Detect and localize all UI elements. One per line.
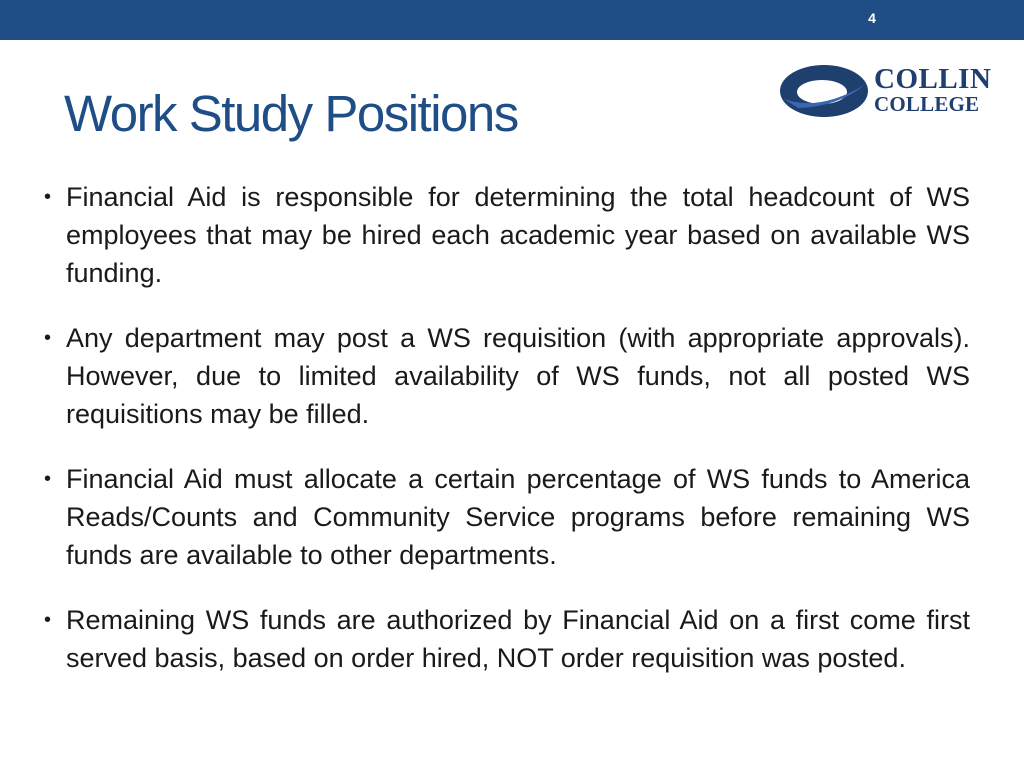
- collin-college-swoosh-icon: [778, 62, 870, 120]
- bullet-text: Financial Aid must allocate a certain percentage of WS funds to America Reads/Counts and Community Service programs before remaining WS funds are available to other departments.: [66, 464, 970, 570]
- bullet-text: Any department may post a WS requisition (with appropriate approvals). However, due to limited availability of WS funds, not all posted WS requisitions may be filled.: [66, 323, 970, 429]
- college-logo: [778, 62, 1000, 120]
- bullet-icon: •: [44, 186, 52, 208]
- list-item: [44, 460, 970, 574]
- bullet-icon: •: [44, 609, 52, 631]
- logo-text-collin: COLLIN: [874, 63, 992, 95]
- bullet-list: [44, 178, 970, 704]
- list-item: [44, 178, 970, 292]
- bullet-text: Remaining WS funds are authorized by Financial Aid on a first come first served basis, based on order hired, NOT order requisition was posted.: [66, 605, 970, 673]
- bullet-icon: •: [44, 327, 52, 349]
- list-item: [44, 319, 970, 433]
- page-title: Work Study Positions: [64, 85, 518, 142]
- logo-text-college: COLLEGE: [874, 92, 980, 116]
- list-item: [44, 601, 970, 677]
- bullet-icon: •: [44, 468, 52, 490]
- header-bar: [0, 0, 1024, 40]
- bullet-text: Financial Aid is responsible for determining the total headcount of WS employees that may be hired each academic year based on available WS funding.: [66, 182, 970, 288]
- slide-number: 4: [868, 10, 876, 26]
